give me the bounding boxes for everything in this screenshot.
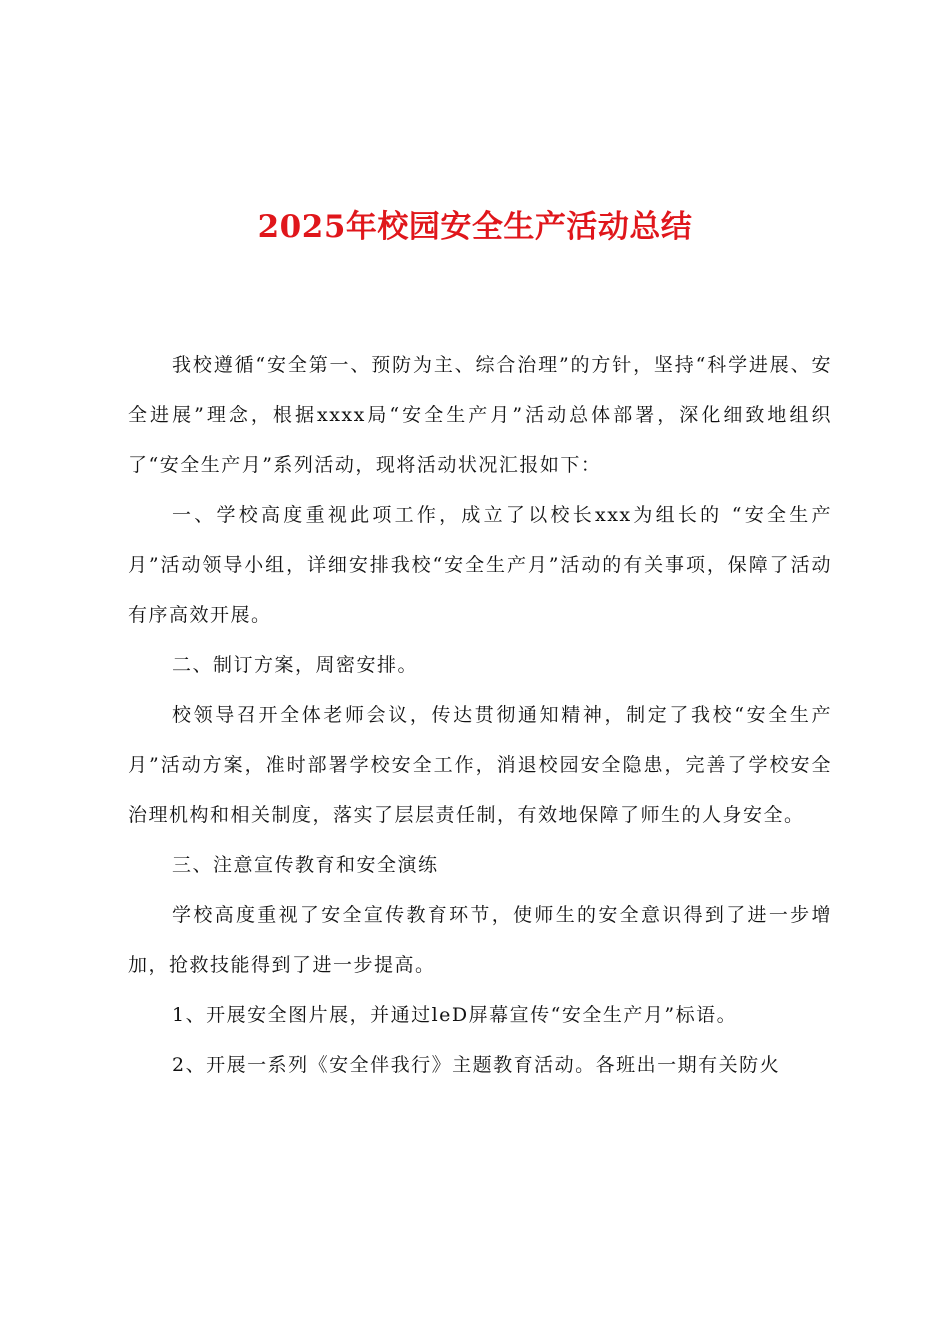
paragraph-section-1: 一、学校高度重视此项工作，成立了以校长xxx为组长的 “安全生产月”活动领导小组，详细安排我校“安全生产月”活动的有关事项，保障了活动有序高效开展。 — [128, 504, 832, 626]
paragraph-section-2-body: 校领导召开全体老师会议，传达贯彻通知精神，制定了我校“安全生产月”活动方案，准时部署学校安全工作，消退校园安全隐患，完善了学校安全治理机构和相关制度，落实了层层责任制，有效地保障了师生的人身安全。 — [128, 704, 832, 826]
document-title: 2025年校园安全生产活动总结 — [257, 208, 693, 245]
paragraph-intro: 我校遵循“安全第一、预防为主、综合治理”的方针，坚持“科学进展、安全进展”理念，根据xxxx局“安全生产月”活动总体部署，深化细致地组织了“安全生产月”系列活动，现将活动状况汇报如下： — [128, 354, 832, 476]
paragraph-item-1: 1、开展安全图片展，并通过leD屏幕宣传“安全生产月”标语。 — [172, 1004, 738, 1026]
paragraph-section-3-heading: 三、注意宣传教育和安全演练 — [172, 854, 439, 876]
document-body — [128, 340, 832, 1090]
paragraph-item-2: 2、开展一系列《安全伴我行》主题教育活动。各班出一期有关防火 — [172, 1054, 781, 1076]
paragraph-section-3-body: 学校高度重视了安全宣传教育环节，使师生的安全意识得到了进一步增加，抢救技能得到了进一步提高。 — [128, 904, 832, 976]
paragraph-section-2-heading: 二、制订方案，周密安排。 — [172, 654, 419, 676]
